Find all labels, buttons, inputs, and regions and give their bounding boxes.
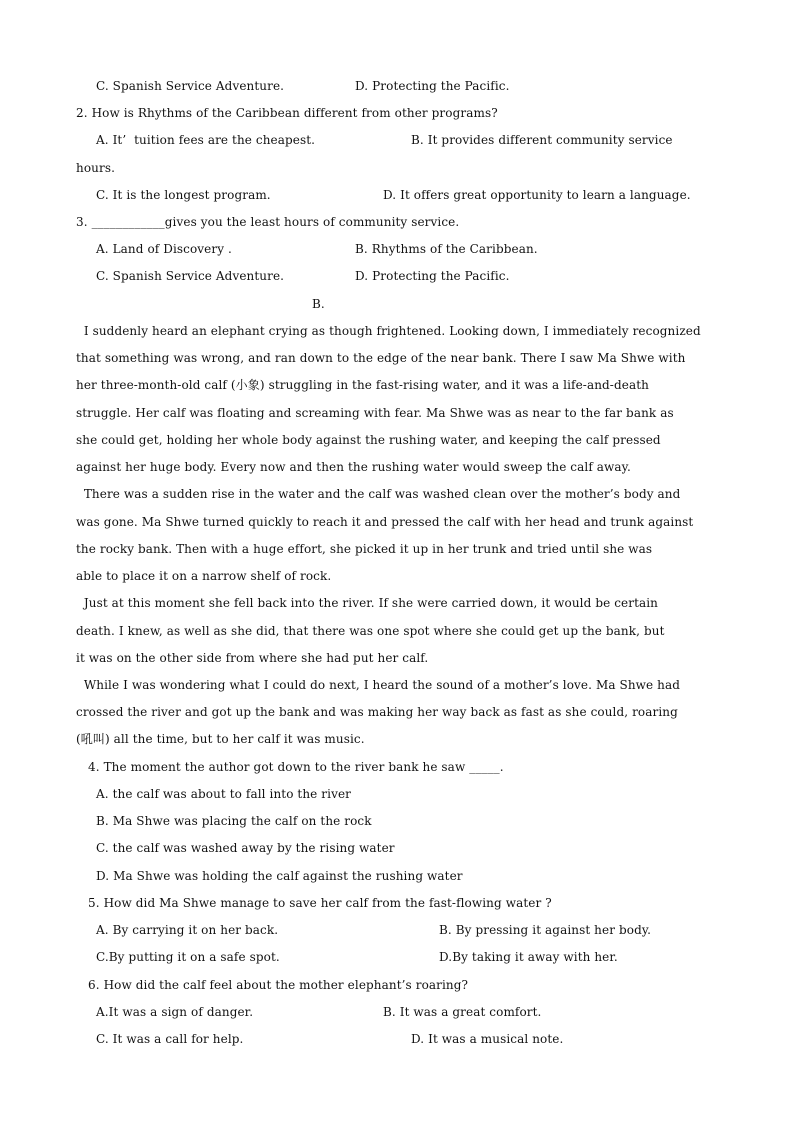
- q3-stem: 3. ____________gives you the least hours of community service.: [76, 215, 460, 229]
- q5-option-d: D.By taking it away with her.: [439, 950, 618, 964]
- passage-line: the rocky bank. Then with a huge effort, she picked it up in her trunk and tried until she was: [76, 542, 653, 556]
- q3-option-a: A. Land of Discovery .: [96, 242, 232, 256]
- passage-line: Just at this moment she fell back into the river. If she were carried down, it would be certain: [76, 596, 659, 610]
- q4-option-b: B. Ma Shwe was placing the calf on the rock: [96, 814, 372, 828]
- q2-option-b: B. It provides different community service: [411, 133, 673, 147]
- q2-option-a: A. It’ tuition fees are the cheapest.: [96, 133, 316, 147]
- q2-option-d: D. It offers great opportunity to learn a language.: [383, 188, 691, 202]
- passage-line: against her huge body. Every now and then the rushing water would sweep the calf away.: [76, 460, 631, 474]
- passage-line: it was on the other side from where she had put her calf.: [76, 651, 429, 665]
- q5-option-a: A. By carrying it on her back.: [96, 923, 279, 937]
- passage-line: was gone. Ma Shwe turned quickly to reach it and pressed the calf with her head and trunk against: [76, 515, 694, 529]
- q2-option-c: C. It is the longest program.: [96, 188, 271, 202]
- passage-line: crossed the river and got up the bank and was making her way back as fast as she could, roaring: [76, 705, 678, 719]
- passage-line: There was a sudden rise in the water and the calf was washed clean over the mother’s body and: [76, 487, 681, 501]
- passage-line: that something was wrong, and ran down to the edge of the near bank. There I saw Ma Shwe with: [76, 351, 686, 365]
- passage-line: While I was wondering what I could do next, I heard the sound of a mother’s love. Ma Shwe had: [76, 678, 680, 692]
- q2-option-b-continued: hours.: [76, 161, 115, 175]
- passage-line: struggle. Her calf was floating and screaming with fear. Ma Shwe was as near to the far bank as: [76, 406, 674, 420]
- passage-line: I suddenly heard an elephant crying as though frightened. Looking down, I immediately recognized: [76, 324, 701, 338]
- q4-stem: 4. The moment the author got down to the river bank he saw _____.: [88, 760, 504, 774]
- passage-line: (吼叫) all the time, but to her calf it was music.: [76, 732, 365, 746]
- q4-option-d: D. Ma Shwe was holding the calf against the rushing water: [96, 869, 463, 883]
- q6-stem: 6. How did the calf feel about the mother elephant’s roaring?: [88, 978, 469, 992]
- q5-stem: 5. How did Ma Shwe manage to save her calf from the fast-flowing water ?: [88, 896, 552, 910]
- q6-option-d: D. It was a musical note.: [411, 1032, 564, 1046]
- q1-option-c: C. Spanish Service Adventure.: [96, 79, 285, 93]
- q4-option-a: A. the calf was about to fall into the river: [96, 787, 351, 801]
- q5-option-c: C.By putting it on a safe spot.: [96, 950, 280, 964]
- passage-line: able to place it on a narrow shelf of rock.: [76, 569, 332, 583]
- q3-option-d: D. Protecting the Pacific.: [355, 269, 510, 283]
- q1-option-d: D. Protecting the Pacific.: [355, 79, 510, 93]
- q6-option-a: A.It was a sign of danger.: [96, 1005, 254, 1019]
- passage-line: death. I knew, as well as she did, that there was one spot where she could get up the bank, but: [76, 624, 665, 638]
- q4-option-c: C. the calf was washed away by the rising water: [96, 841, 395, 855]
- passage-line: her three-month-old calf (小象) struggling in the fast-rising water, and it was a life-and-death: [76, 378, 649, 392]
- q5-option-b: B. By pressing it against her body.: [439, 923, 652, 937]
- q6-option-c: C. It was a call for help.: [96, 1032, 244, 1046]
- q3-option-c: C. Spanish Service Adventure.: [96, 269, 285, 283]
- passage-line: she could get, holding her whole body against the rushing water, and keeping the calf pressed: [76, 433, 661, 447]
- q6-option-b: B. It was a great comfort.: [383, 1005, 542, 1019]
- q2-stem: 2. How is Rhythms of the Caribbean different from other programs?: [76, 106, 498, 120]
- q3-option-b: B. Rhythms of the Caribbean.: [355, 242, 538, 256]
- section-b-heading: B.: [312, 297, 325, 311]
